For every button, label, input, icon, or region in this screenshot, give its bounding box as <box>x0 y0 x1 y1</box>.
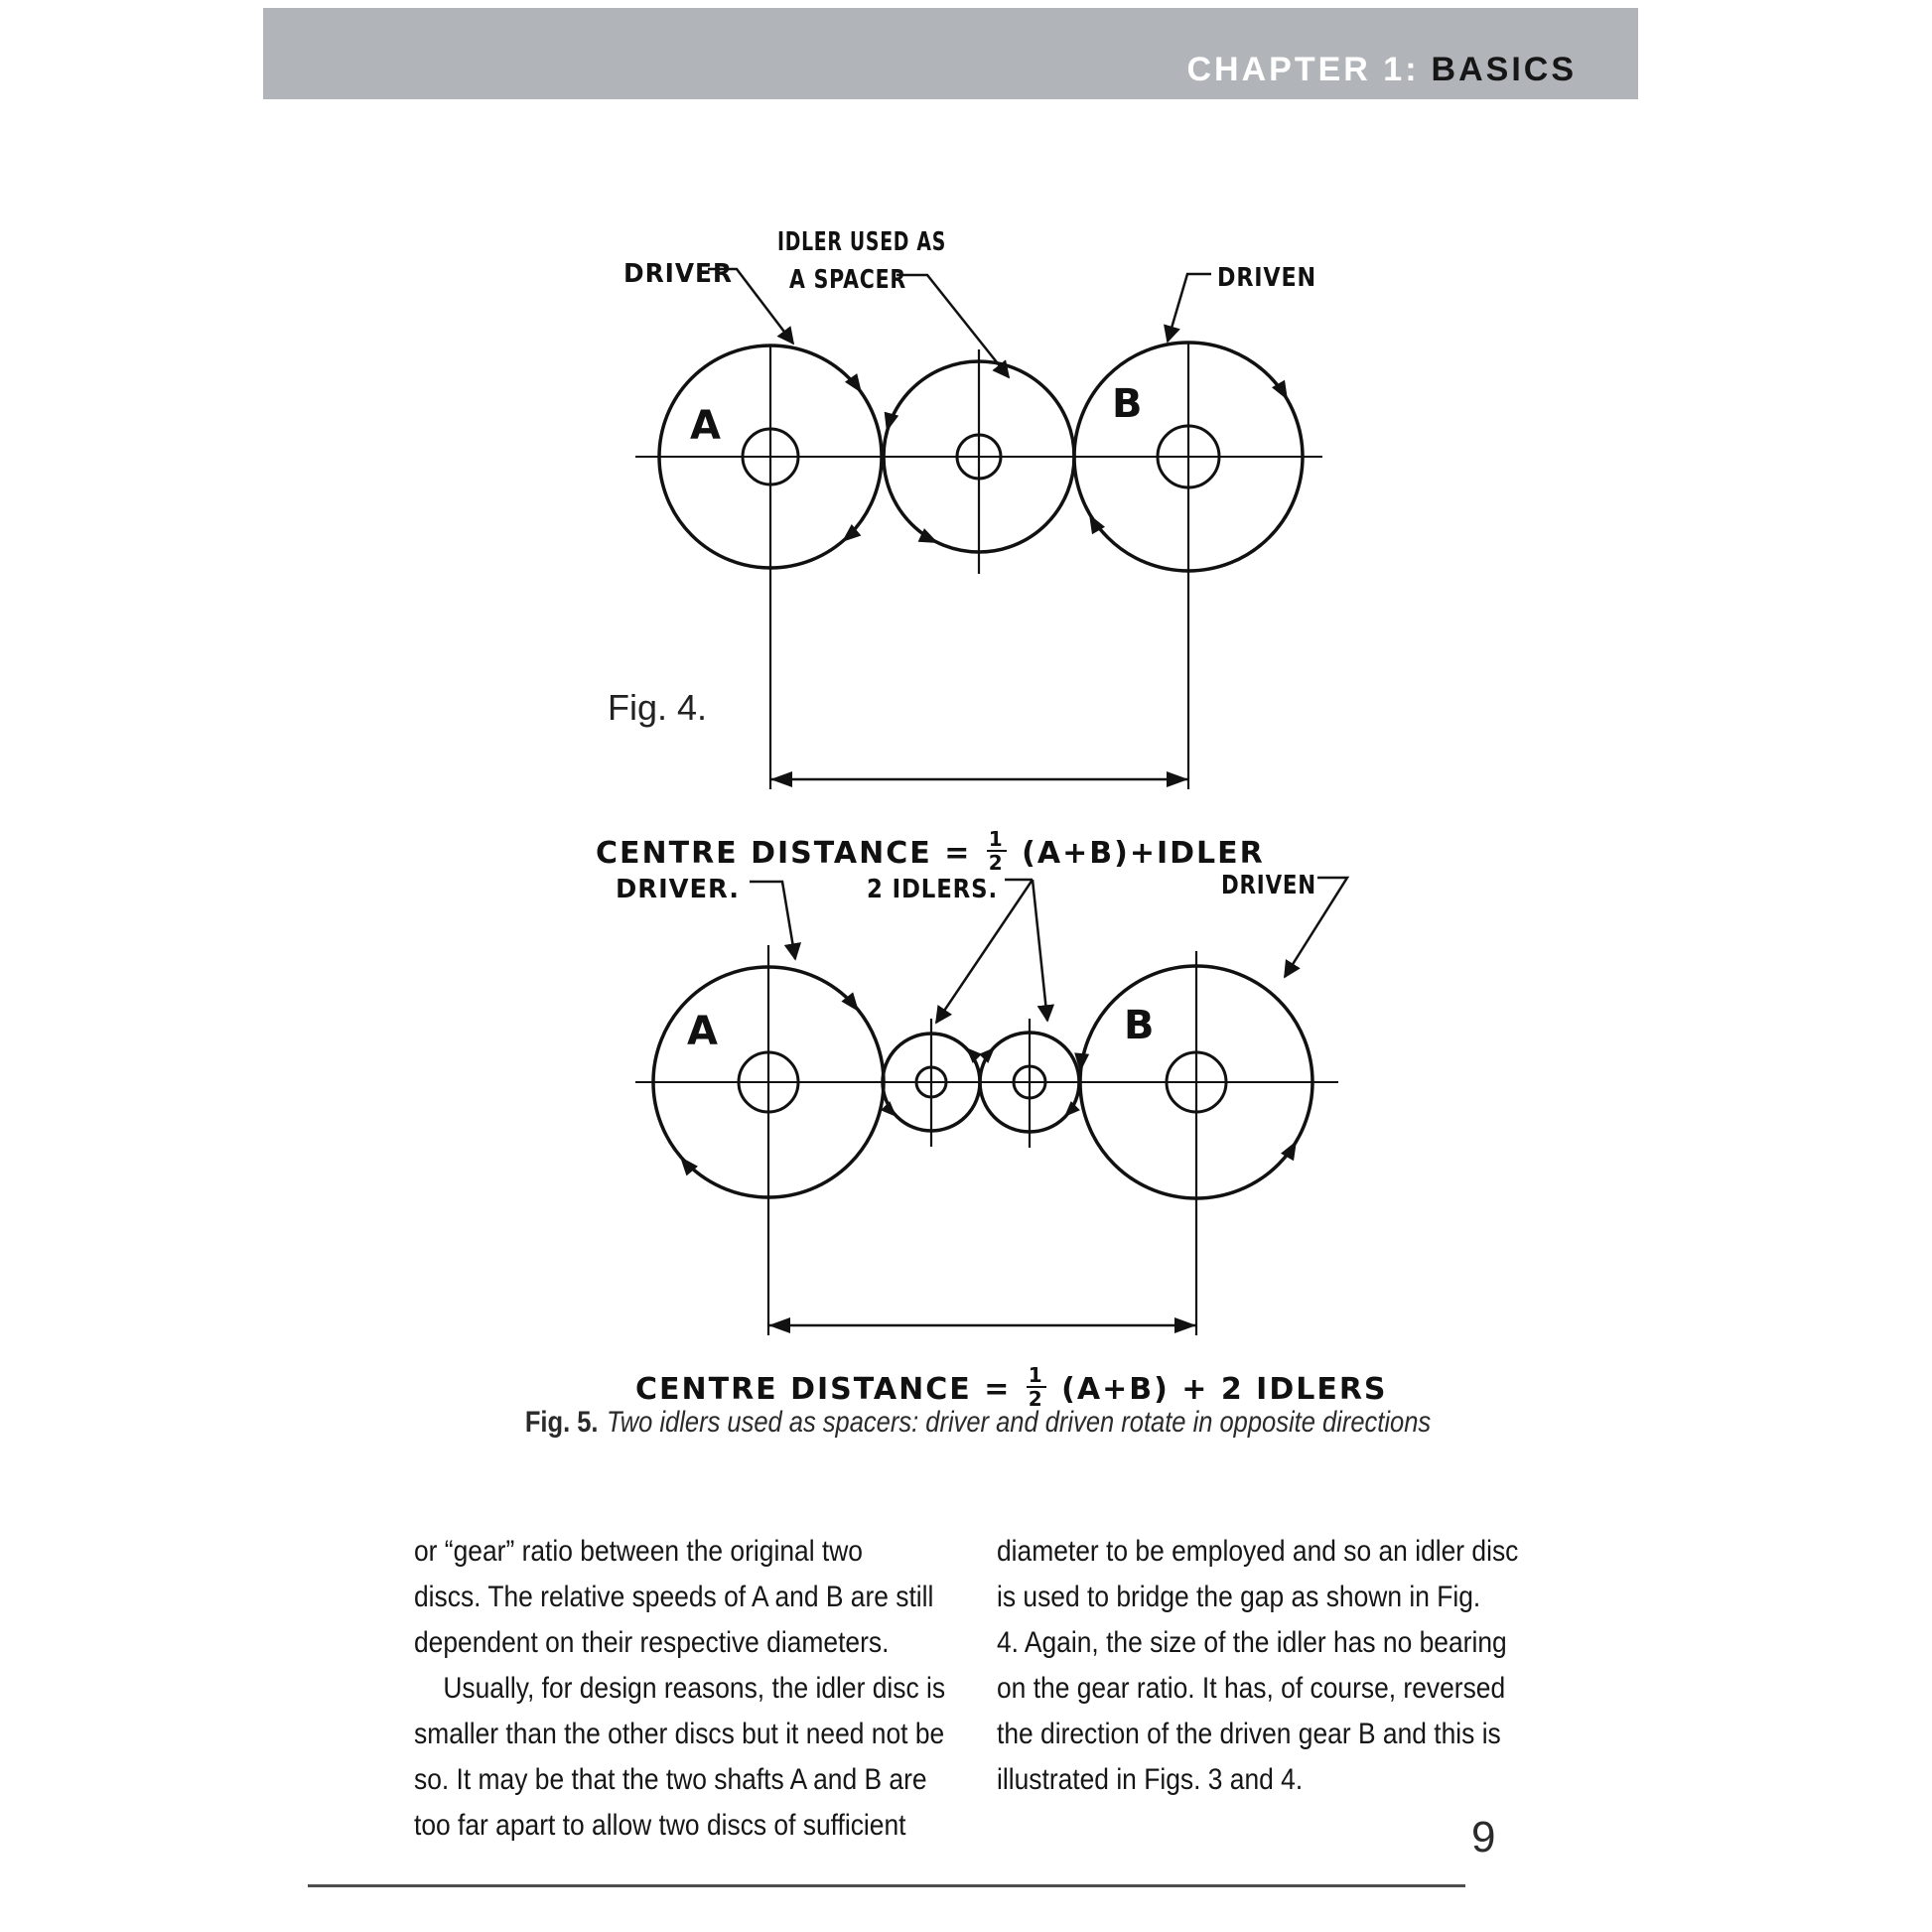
fig5-disc-b-letter: B <box>1124 1003 1155 1048</box>
fig4-disc-b-letter: B <box>1112 381 1143 427</box>
body-text-line: too far apart to allow two discs of sufficient <box>414 1809 906 1842</box>
fig4-disc-a-letter: A <box>690 403 721 449</box>
body-text-line: dependent on their respective diameters. <box>414 1626 890 1659</box>
fig4-formula-fraction: $\frac{1}{2}$ <box>988 827 1005 875</box>
body-text-line: smaller than the other discs but it need not be <box>414 1718 945 1750</box>
fig4-formula-lhs: CENTRE DISTANCE = <box>596 836 972 871</box>
fig5-caption <box>434 1406 1523 1440</box>
fig4-driven-label: DRIVEN <box>1217 263 1316 293</box>
fig5-formula-lhs: CENTRE DISTANCE = <box>635 1372 1012 1407</box>
body-text-line: Usually, for design reasons, the idler disc is <box>414 1672 946 1705</box>
fig4-dimension-line <box>770 771 1188 787</box>
fig4-driver-label: DRIVER <box>623 259 733 289</box>
chapter-title-label: BASICS <box>1431 51 1577 88</box>
body-text-line: or “gear” ratio between the original two <box>414 1535 863 1568</box>
fig5-diagram <box>536 849 1390 1355</box>
fig5-driven-label: DRIVEN <box>1221 871 1316 900</box>
fig5-driver-label: DRIVER. <box>616 875 740 904</box>
fig5-idlers-label: 2 IDLERS. <box>867 875 998 904</box>
fig5-driver-leader-arrow <box>750 882 795 959</box>
fig4-rotation-arrows <box>837 373 1294 550</box>
fig4-diagram <box>536 169 1350 884</box>
fig5-dimension-line <box>768 1317 1196 1333</box>
fig5-formula-fraction: $\frac{1}{2}$ <box>1028 1363 1044 1411</box>
fig4-idler-label-line1: IDLER USED AS <box>777 227 946 257</box>
body-text-line: on the gear ratio. It has, of course, reversed <box>997 1672 1506 1705</box>
page-number: 9 <box>1471 1813 1496 1862</box>
fig4-driven-leader-arrow <box>1168 274 1211 342</box>
fig5-caption-text: Two idlers used as spacers: driver and driven rotate in opposite directions <box>607 1406 1432 1439</box>
body-text-line: diameter to be employed and so an idler disc <box>997 1535 1519 1568</box>
fig4-formula-rhs: (A+B)+IDLER <box>1022 836 1265 871</box>
body-text-line: discs. The relative speeds of A and B are still <box>414 1581 934 1613</box>
body-column-left <box>414 1529 991 1849</box>
footer-rule <box>308 1884 1465 1887</box>
fig4-label: Fig. 4. <box>608 687 708 728</box>
body-column-right <box>997 1529 1574 1803</box>
body-text-line: the direction of the driven gear B and this is <box>997 1718 1501 1750</box>
fig5-caption-label: Fig. 5. <box>524 1406 599 1439</box>
fig5-formula-rhs: (A+B) + 2 IDLERS <box>1061 1372 1388 1407</box>
body-text-line: illustrated in Figs. 3 and 4. <box>997 1763 1304 1796</box>
body-text-line: so. It may be that the two shafts A and B are <box>414 1763 927 1796</box>
chapter-banner <box>263 8 1638 99</box>
fig4-idler-label-line2: A SPACER <box>789 265 906 295</box>
body-text-line: is used to bridge the gap as shown in Fig. <box>997 1581 1481 1613</box>
body-text-line: 4. Again, the size of the idler has no bearing <box>997 1626 1507 1659</box>
chapter-number-label: CHAPTER 1: <box>1186 51 1420 88</box>
fig5-disc-a-letter: A <box>687 1009 718 1054</box>
fig5-idler2-leader-arrow <box>1033 880 1047 1021</box>
